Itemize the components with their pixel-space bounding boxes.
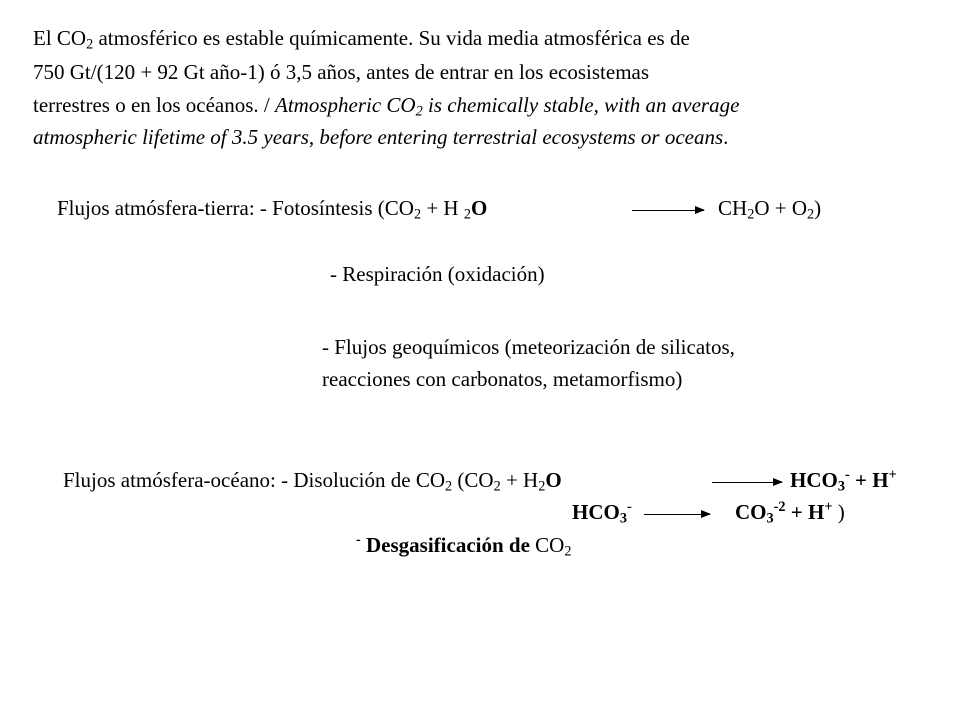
ocean-oxygen: O [545,468,562,492]
land-reaction-arrow [632,210,704,211]
ocean-reaction-arrow-2 [644,514,710,515]
ocean-r2-close: ) [832,500,845,524]
ocean-paren: (CO [452,468,494,492]
ocean-degas-sub: 2 [564,543,572,560]
ocean-prod1-sub: 3 [837,478,845,495]
land-product-c: ) [814,196,822,220]
land-photosynthesis-line [57,196,488,223]
ocean-label: Flujos atmósfera-océano: - Disolución de CO [63,468,445,492]
land-geochemical-2 [322,369,682,390]
intro-text-line4-end: . [723,125,729,149]
intro-text-line3-a: terrestres o en los océanos. / [33,93,276,117]
land-sub-1: 2 [413,206,422,223]
intro-text-line3-c: is chemically stable, with an average [422,93,740,117]
land-respiration [330,264,545,285]
ocean-r2-left: HCO [572,500,620,524]
ocean-reaction-2-right [735,499,845,527]
land-label: Flujos atmósfera-tierra: - Fotosíntesis (CO [57,196,414,220]
intro-line-1 [33,26,690,53]
intro-text-line4: atmospheric lifetime of 3.5 years, before entering terrestrial ecosystems or oceans [33,125,724,149]
ocean-degas-dash: - [356,532,361,549]
ocean-product-1 [790,467,897,495]
intro-sub: 2 [86,36,94,53]
ocean-reaction-2-left [572,499,632,527]
ocean-degas-label: Desgasificación de [360,533,530,557]
land-oxygen: O [471,196,488,220]
ocean-r2-left-sub: 3 [619,510,627,527]
land-product-a: CH [718,196,748,220]
ocean-prod1-tail-sup: + [888,467,897,484]
land-respiration-text: - Respiración (oxidación) [330,262,545,286]
ocean-r2-right-sub: 3 [766,510,774,527]
ocean-r2-right-tail-sup: + [824,499,833,516]
land-geochemical-1 [322,337,735,358]
ocean-r2-right-tail: + H [785,500,825,524]
land-product-b: O + O [754,196,808,220]
ocean-plus-h: + H [500,468,539,492]
intro-line-3 [33,93,740,120]
land-product-sub-1: 2 [747,206,755,223]
land-plus: + H [421,196,464,220]
ocean-dissolution-line [63,468,562,495]
land-geo-text-1: - Flujos geoquímicos (meteorización de silicatos, [322,335,735,359]
land-sub-2: 2 [463,206,471,223]
intro-text-a: El CO [33,26,87,50]
intro-text-b: atmosférico es estable químicamente. Su vida media atmosférica es de [93,26,690,50]
ocean-r2-right-sup: -2 [773,499,786,516]
ocean-degas-co: CO [529,533,565,557]
ocean-sub-1: 2 [445,478,453,495]
land-products [718,196,822,223]
intro-line-4 [33,127,728,148]
ocean-prod1-sup: - [844,467,850,484]
land-geo-text-2: reacciones con carbonatos, metamorfismo) [322,367,683,391]
intro-line-2 [33,62,649,83]
ocean-sub-2: 2 [493,478,501,495]
intro-line3-sub: 2 [415,103,423,120]
ocean-prod1-tail: + H [849,468,889,492]
ocean-degassing-line [356,532,572,560]
land-product-sub-2: 2 [807,206,815,223]
ocean-prod1: HCO [790,468,838,492]
intro-text-line3-b: Atmospheric CO [275,93,416,117]
ocean-reaction-arrow-1 [712,482,782,483]
ocean-r2-left-sup: - [626,499,632,516]
ocean-r2-right: CO [735,500,767,524]
ocean-sub-3: 2 [538,478,546,495]
intro-text-line2: 750 Gt/(120 + 92 Gt año-1) ó 3,5 años, antes de entrar en los ecosistemas [33,60,650,84]
